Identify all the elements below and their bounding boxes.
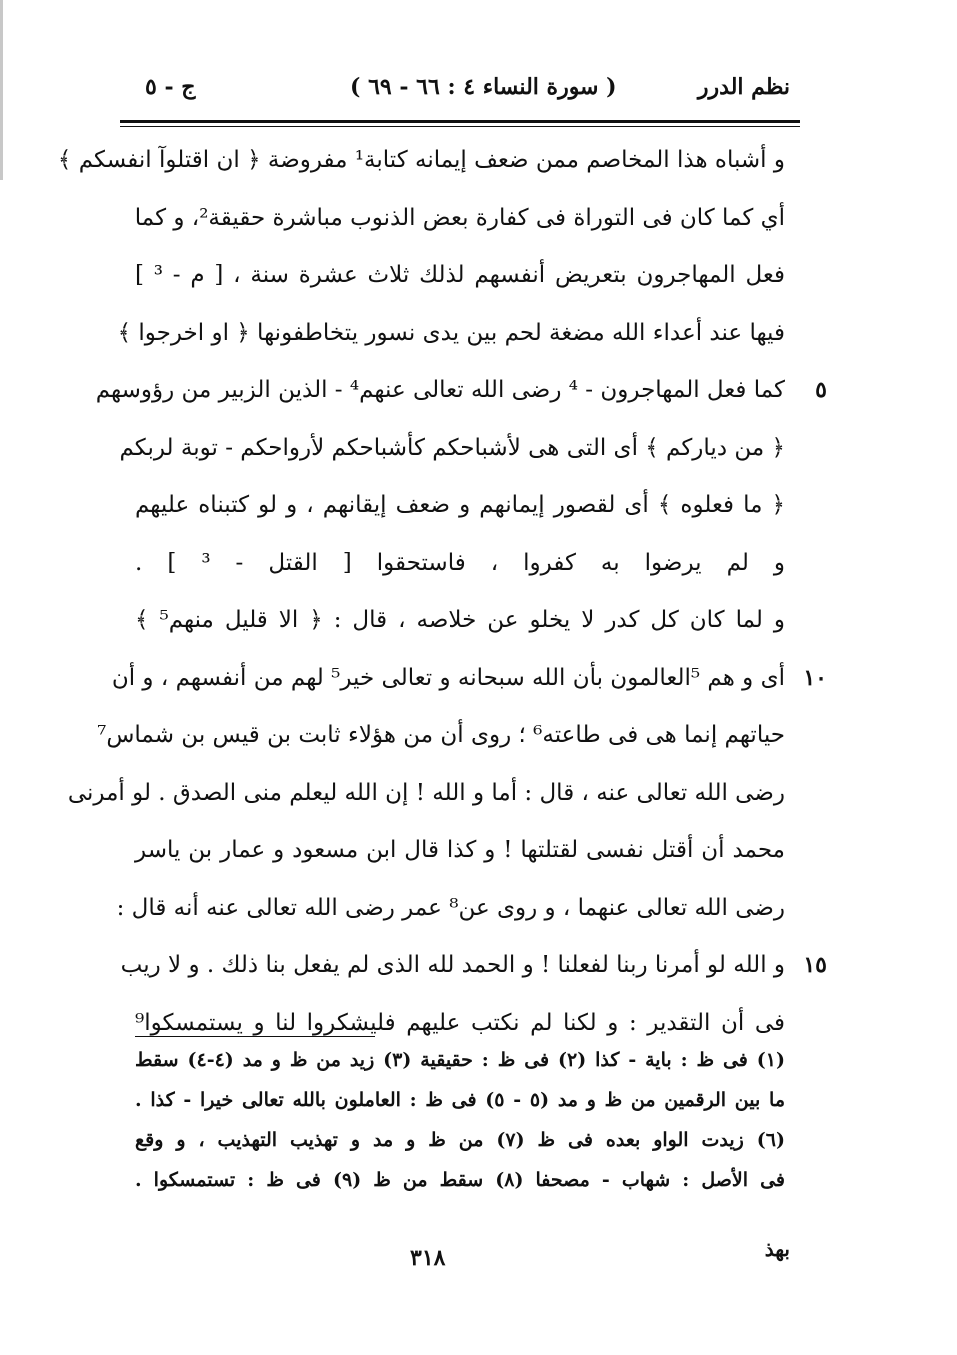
text-line [135, 247, 785, 305]
line-text: ﴿ ما فعلوه ﴾ أى لقصور إيمانهم و ضعف إيقانهم ، و لو كتبناه عليهم [135, 492, 785, 518]
line-text: و الله لو أمرنا ربنا لفعلنا ! و الحمد لله الذى لم يفعل بنا ذلك . و لا ريب [120, 952, 785, 978]
volume-number: ج - ٥ [145, 74, 196, 100]
document-page [57, 60, 827, 1320]
header-rule-thin [120, 126, 800, 127]
page-footer [120, 1237, 800, 1285]
line-text: فيها عند أعداء الله مضغة لحم بين يدى نسور يتخاطفونها ﴿ او اخرجوا ﴾ [117, 319, 785, 346]
text-line [117, 305, 785, 363]
line-text: و لما كان كل كدر لا يخلو عن خلاصه ، قال : ﴿ الا قليل منهم⁵ ﴾ [135, 607, 785, 633]
footnote-line: (١) فى ظ : باية - كذا (٢) فى ظ : حقيقية (٣) زيد من ظ و مد (٤-٤) سقط [135, 1049, 785, 1071]
line-text: و لم يرضوا به كفروا ، فاستحقوا [ القتل - ³ ] . [135, 549, 785, 576]
line-text: أى و هم ⁵العالمون بأن الله سبحانه و تعالى خير⁵ لهم من أنفسهم ، و أن [111, 664, 785, 691]
line-text: حياتهم إنما هى فى طاعته⁶ ؛ روى أن من هؤلاء ثابت بن قيس بن شماس⁷ [97, 722, 785, 748]
running-header [120, 70, 800, 110]
footnote-line: فى الأصل : شهاب - مصحفا (٨) سقط من ظ (٩) فى ظ : تستمسكوا . [135, 1169, 785, 1191]
line-text: فى أن التقدير : و لكنا لم نكتب عليهم فليشكروا لنا و يستمسكوا⁹ [135, 1009, 785, 1036]
line-text: محمد أن أقتل نفسى لقتلتها ! و كذا قال ابن مسعود و عمار بن ياسر [135, 837, 785, 863]
scan-edge [0, 0, 3, 180]
main-text [57, 132, 827, 1052]
text-line [135, 477, 785, 535]
text-line [135, 535, 785, 593]
signature-mark: بهذ [764, 1237, 790, 1261]
text-line [95, 362, 827, 420]
text-line [111, 650, 827, 708]
text-line [116, 880, 785, 938]
line-text: رضى الله تعالى عنهما ، و روى عن⁸ عمر رضى الله تعالى عنه أنه قال : [116, 894, 785, 921]
line-text: رضى الله تعالى عنه ، قال : أما و الله ! إن الله ليعلم منى الصدق . لو أمرنى [67, 779, 785, 806]
text-line [97, 707, 785, 765]
surah-reference: ( سورة النساء ٤ : ٦٦ - ٦٩ ) [350, 74, 617, 100]
text-line [135, 822, 785, 880]
text-line [119, 420, 785, 478]
header-rule [120, 120, 800, 123]
line-number: ٥ [815, 377, 827, 403]
text-line [135, 592, 785, 650]
footnote-line: ما بين الرقمين من ظ و مد (٥ - ٥) فى ظ : العاملون بالله تعالى خيرا - كذا . [135, 1089, 785, 1111]
line-number: ١٥ [803, 952, 827, 978]
text-line [57, 132, 785, 190]
page-number: ٣١٨ [410, 1245, 446, 1271]
line-number: ١٠ [803, 664, 827, 691]
footnote-rule [135, 1036, 375, 1037]
line-text: و أشباه هذا المخاصم ممن ضعف إيمانه كتابة¹ مفروضة ﴿ ان اقتلوآ انفسكم ﴾ [57, 147, 785, 173]
line-text: كما فعل المهاجرون - ⁴ رضى الله تعالى عنهم⁴ - الذين الزبير من رؤوسهم [95, 377, 785, 403]
book-title: نظم الدرر [697, 74, 790, 100]
text-line [135, 190, 785, 248]
text-line [67, 765, 785, 823]
line-text: ﴿ من دياركم ﴾ أى التى هى لأشباحكم كأشباحكم لأرواحكم - توبة لربكم [119, 434, 785, 461]
line-text: فعل المهاجرون بتعريض أنفسهم لذلك ثلاث عشرة سنة ، [ م - ³ ] [135, 262, 785, 288]
text-line [120, 937, 827, 995]
footnote-line: (٦) زيدت الواو بعده فى ظ (٧) من ظ و مد و تهذيب التهذيب ، و وقع [135, 1129, 786, 1151]
footnotes [135, 1040, 785, 1200]
line-text: أي كما كان فى التوراة فى كفارة بعض الذنوب مباشرة حقيقة²، و كما [134, 204, 785, 231]
